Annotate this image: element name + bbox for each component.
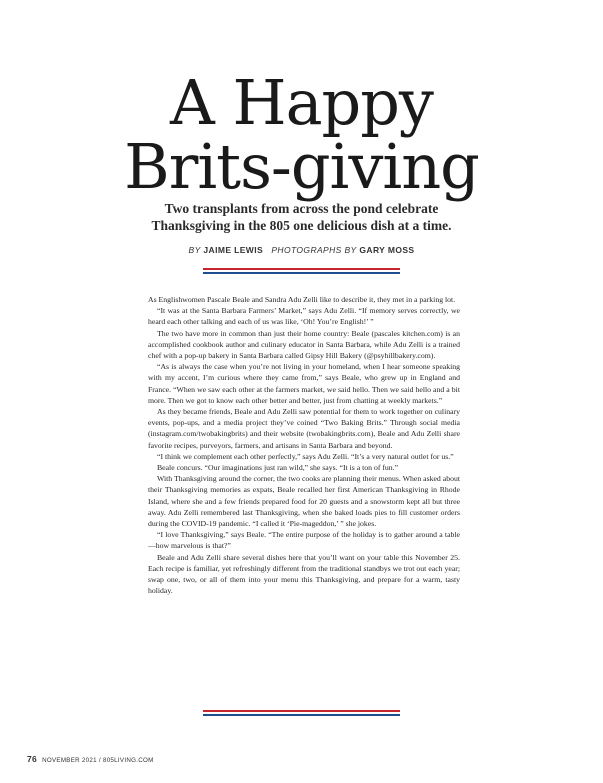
footer-issue-text: NOVEMBER 2021 / 805LIVING.COM (42, 757, 154, 764)
headline-line-2: Brits-giving (124, 130, 479, 203)
byline-photos-label: PHOTOGRAPHS BY (271, 245, 357, 255)
body-paragraph: “As is always the case when you’re not living in your homeland, when I hear someone speaking with my accent, I’m curious where they came from,” says Beale, who grew up in England and France. “When we saw each other at the farmers market, we said hello. Then we said hello and a bit more. Then we got to know each other better and better, just from chatting at weekly markets.” (148, 362, 460, 405)
body-paragraph: With Thanksgiving around the corner, the two cooks are planning their menus. When asked about their Thanksgiving memories as expats, Beale recalled her first American Thanksgiving in Rhode Island, where she and a few friends prepared food for 20 guests and a snowstorm kept all but three away. Adu Zelli remembered last Thanksgiving, when she baked loads pies to fill customer orders during the COVID-19 pandemic. “I called it ‘Pie-mageddon,’ ” she jokes. (148, 474, 460, 529)
body-paragraph: The two have more in common than just their home country: Beale (pascales kitchen.com) is an accomplished cookbook author and culinary educator in Santa Barbara, while Adu Zelli is a trained chef with a pop-up bakery in Santa Barbara called Gipsy Hill Bakery (@psyhillbakery.com). (148, 328, 460, 361)
body-paragraph: As Englishwomen Pascale Beale and Sandra Adu Zelli like to describe it, they met in a parking lot. (148, 295, 456, 304)
headline-line-1: A Happy (170, 66, 433, 139)
body-paragraph: Beale and Adu Zelli share several dishes here that you’ll want on your table this November 25. Each recipe is familiar, yet refreshingly different from the traditional standbys we trot out each year; swap one, two, or all of them into your menu this Thanksgiving, and prepare for a warm, tasty holiday. (148, 552, 460, 596)
byline-by-label: BY (188, 245, 201, 255)
divider-rule-bottom (203, 710, 400, 718)
body-paragraph: “It was at the Santa Barbara Farmers’ Market,” says Adu Zelli. “If memory serves correctly, we heard each other talking and each of us was like, ‘Oh! You’re English!’ ” (148, 306, 460, 327)
body-paragraph: “I think we complement each other perfectly,” says Adu Zelli. “It’s a very natural outlet for us.” (157, 451, 454, 461)
byline-photographer: GARY MOSS (359, 245, 415, 255)
article-body (148, 294, 460, 596)
body-paragraph: “I love Thanksgiving,” says Beale. “The entire purpose of the holiday is to gather around a table—how marvelous is that?” (148, 530, 460, 551)
body-paragraph: As they became friends, Beale and Adu Zelli saw potential for them to work together on culinary events, pop-ups, and a media project they’ve coined “Two Baking Brits.” Through social media (instagram.com/twobakingbrits) and their website (twobakingbrits.com), Beale and Adu Zelli share favorite recipes, purveyors, farmers, and artisans in Santa Barbara and beyond. (148, 407, 460, 450)
dek-line-2: Thanksgiving in the 805 one delicious dish at a time. (151, 218, 452, 233)
divider-rule-top (203, 268, 400, 276)
page-number: 76 (27, 754, 38, 764)
byline (0, 245, 603, 255)
byline-author: JAIME LEWIS (203, 245, 264, 255)
dek-line-1: Two transplants from across the pond celebrate (164, 201, 439, 216)
page-footer (27, 754, 154, 764)
body-paragraph: Beale concurs. “Our imaginations just ran wild,” she says. “It is a ton of fun.” (157, 463, 399, 473)
